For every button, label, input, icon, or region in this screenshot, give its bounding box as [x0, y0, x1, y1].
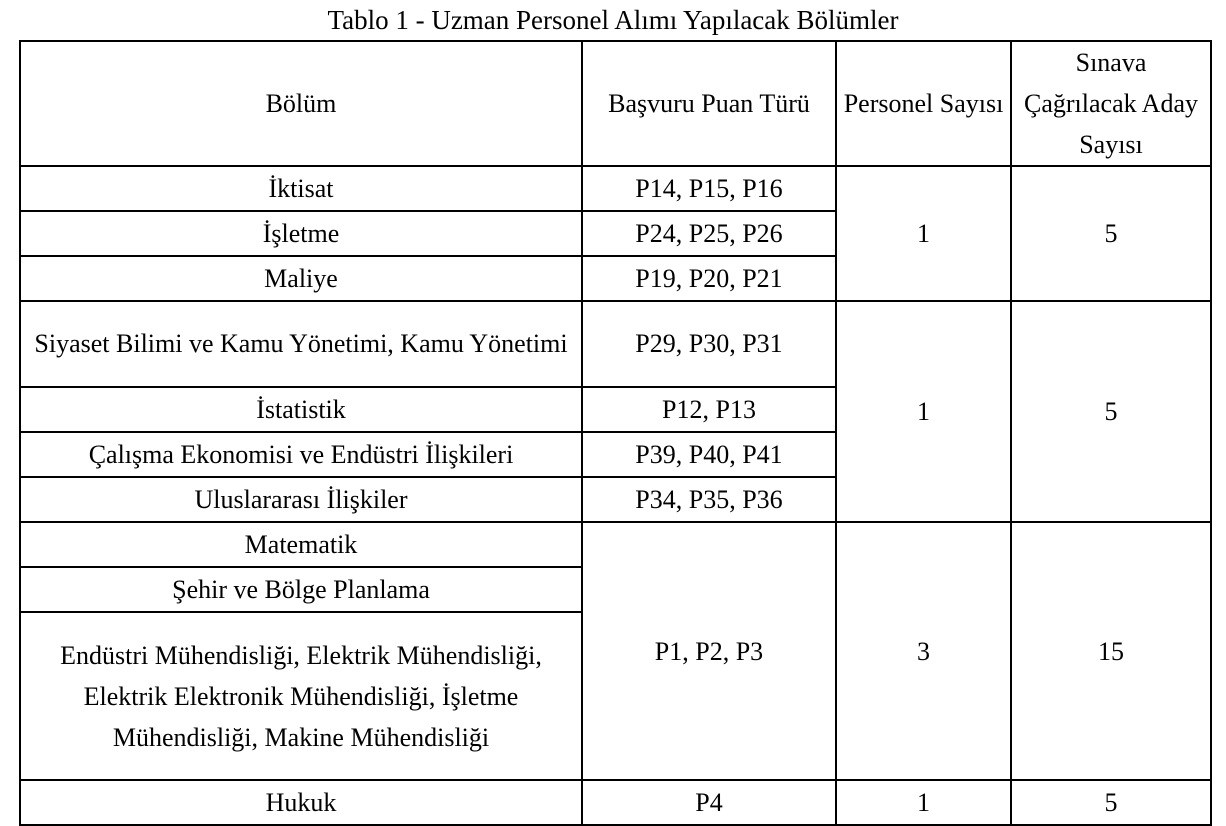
personel-cell: 3	[836, 522, 1011, 780]
aday-cell: 5	[1011, 166, 1211, 301]
bolum-cell: İşletme	[20, 211, 582, 256]
bolum-cell: Uluslararası İlişkiler	[20, 477, 582, 522]
personel-cell: 1	[836, 166, 1011, 301]
header-bolum: Bölüm	[20, 41, 582, 166]
aday-cell: 15	[1011, 522, 1211, 780]
puan-cell: P4	[582, 780, 836, 825]
puan-cell: P29, P30, P31	[582, 301, 836, 387]
table-row	[20, 780, 1211, 825]
table-caption: Tablo 1 - Uzman Personel Alımı Yapılacak Bölümler	[327, 5, 899, 35]
bolum-cell: Maliye	[20, 256, 582, 301]
bolum-cell: İktisat	[20, 166, 582, 211]
puan-cell: P1, P2, P3	[582, 522, 836, 780]
bolum-cell: Siyaset Bilimi ve Kamu Yönetimi, Kamu Yönetimi	[20, 301, 582, 387]
bolum-cell: Endüstri Mühendisliği, Elektrik Mühendisliği, Elektrik Elektronik Mühendisliği, İşletme Mühendisliği, Makine Mühendisliği	[20, 612, 582, 780]
table-row	[20, 166, 1211, 211]
aday-cell: 5	[1011, 780, 1211, 825]
table-header-row	[20, 41, 1211, 166]
puan-cell: P12, P13	[582, 387, 836, 432]
personel-cell: 1	[836, 780, 1011, 825]
aday-cell: 5	[1011, 301, 1211, 522]
bolum-cell: Çalışma Ekonomisi ve Endüstri İlişkileri	[20, 432, 582, 477]
table-row	[20, 522, 1211, 567]
puan-cell: P34, P35, P36	[582, 477, 836, 522]
puan-cell: P24, P25, P26	[582, 211, 836, 256]
puan-cell: P39, P40, P41	[582, 432, 836, 477]
table-row	[20, 301, 1211, 387]
header-aday-sayisi: Sınava Çağrılacak Aday Sayısı	[1011, 41, 1211, 166]
personel-cell: 1	[836, 301, 1011, 522]
bolum-cell: İstatistik	[20, 387, 582, 432]
header-puan-turu: Başvuru Puan Türü	[582, 41, 836, 166]
header-personel-sayisi: Personel Sayısı	[836, 41, 1011, 166]
bolum-cell: Matematik	[20, 522, 582, 567]
bolum-cell: Şehir ve Bölge Planlama	[20, 567, 582, 612]
puan-cell: P14, P15, P16	[582, 166, 836, 211]
puan-cell: P19, P20, P21	[582, 256, 836, 301]
bolum-cell: Hukuk	[20, 780, 582, 825]
departments-table	[19, 40, 1212, 826]
